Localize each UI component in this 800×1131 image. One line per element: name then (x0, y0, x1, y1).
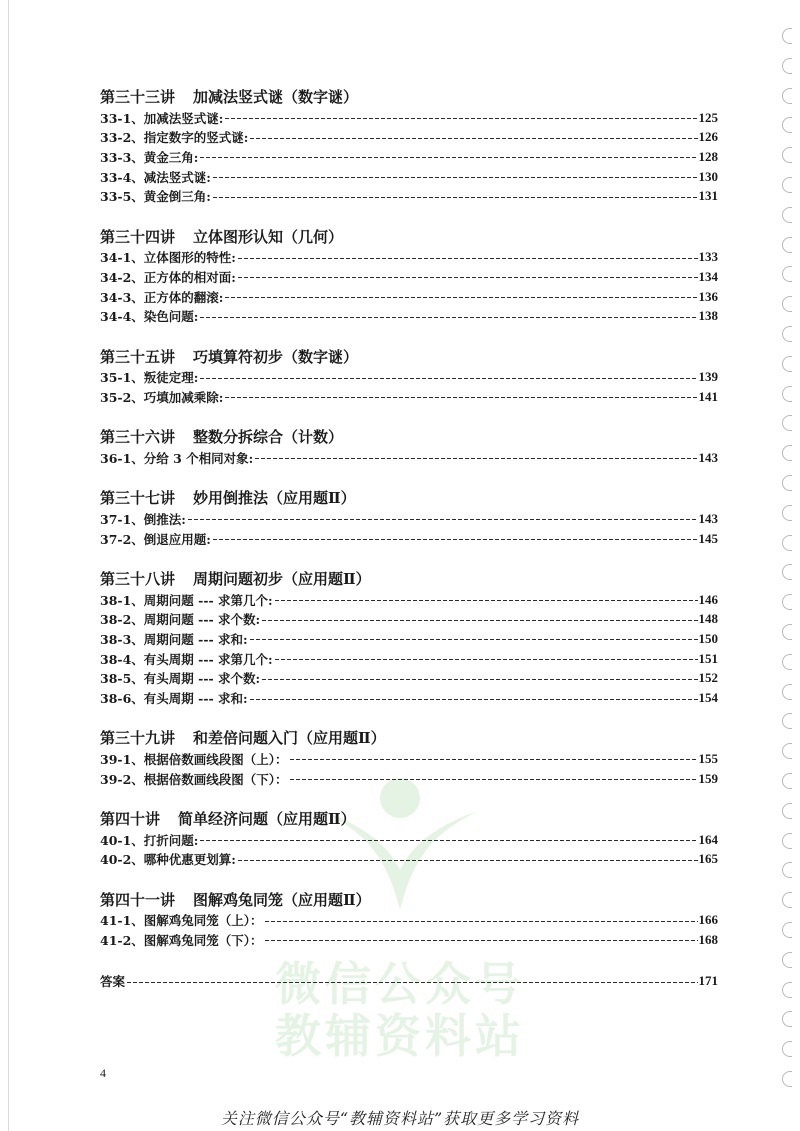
binding-hole (782, 147, 792, 163)
lecture-topic: 周期问题初步（应用题Ⅱ） (193, 570, 371, 589)
lecture-heading (100, 348, 718, 368)
lecture-section (100, 228, 718, 326)
binding-hole (782, 803, 792, 819)
dash-leader (250, 639, 698, 640)
lecture-section (100, 729, 718, 788)
toc-entry-label: 33-3、黄金三角: (100, 149, 199, 165)
toc-entry-page: 152 (698, 670, 718, 686)
toc-entry-page: 128 (698, 148, 718, 164)
toc-entry-label: 33-4、减法竖式谜: (100, 169, 211, 185)
toc-entry-page: 139 (698, 369, 718, 385)
toc-entry-page: 143 (698, 449, 718, 465)
toc-entry (100, 649, 718, 669)
lecture-topic: 整数分拆综合（计数） (193, 428, 344, 447)
toc-entry-page: 138 (698, 308, 718, 324)
dash-leader (238, 258, 698, 259)
dash-leader (225, 118, 697, 119)
dash-leader (262, 620, 697, 621)
lecture-number: 第三十六讲 (100, 428, 176, 447)
toc-entry-page: 151 (698, 650, 718, 666)
toc-entry-page: 164 (698, 831, 718, 847)
dash-leader (275, 600, 698, 601)
dash-leader (238, 860, 698, 861)
toc-entry-label: 38-6、有头周期 --- 求和: (100, 691, 248, 706)
binding-hole (782, 922, 792, 938)
watermark-line-1: 微信公众号 (275, 957, 525, 1011)
dash-leader (213, 177, 698, 178)
binding-hole (782, 594, 792, 610)
toc-entry (100, 830, 718, 850)
toc-entry-page: 143 (698, 510, 718, 526)
toc-entry-label: 40-1、打折问题: (100, 832, 199, 848)
dash-leader (213, 539, 698, 540)
binding-hole (782, 743, 792, 759)
scan-edge-line (8, 0, 9, 1131)
watermark-line-2: 教辅资料站 (275, 1009, 525, 1063)
lecture-topic: 加减法竖式谜（数字谜） (193, 88, 359, 106)
toc-entry (100, 167, 718, 187)
toc-entry-page: 155 (698, 750, 718, 766)
dash-leader (265, 921, 698, 922)
toc-entry-label: 41-2、图解鸡兔同笼（下）： (100, 932, 263, 948)
toc-entry (100, 127, 718, 147)
binding-hole (782, 28, 792, 44)
binding-hole (782, 296, 792, 312)
binding-hole (782, 386, 792, 402)
table-of-contents (100, 88, 718, 991)
toc-entry-page: 136 (698, 288, 718, 304)
toc-entry-label: 35-2、巧填加减乘除: (100, 389, 224, 405)
lecture-number: 第三十七讲 (100, 489, 176, 508)
toc-entry-label: 33-5、黄金倒三角: (100, 189, 211, 205)
toc-entry-label: 36-1、分给 3 个相同对象: (100, 450, 254, 466)
lecture-number: 第三十三讲 (100, 88, 176, 106)
lecture-section (100, 489, 718, 548)
toc-entry (100, 688, 718, 708)
lecture-number: 第三十八讲 (100, 570, 176, 589)
toc-entry-label: 33-1、加减法竖式谜: (100, 110, 224, 126)
toc-entry-page: 130 (698, 168, 718, 184)
binding-hole (782, 982, 792, 998)
lecture-number: 第四十讲 (100, 810, 161, 829)
binding-hole (782, 833, 792, 849)
lecture-heading (100, 810, 718, 830)
binding-hole (782, 564, 792, 580)
toc-entry (100, 287, 718, 307)
toc-entry-label: 40-2、哪种优惠更划算: (100, 852, 236, 868)
toc-entry-label: 38-1、周期问题 --- 求第几个: (100, 592, 273, 608)
lecture-number: 第四十一讲 (100, 890, 176, 909)
lecture-topic: 巧填算符初步（数字谜） (193, 347, 359, 366)
dash-leader (213, 197, 698, 198)
lecture-number: 第三十四讲 (100, 227, 176, 246)
toc-entry-page: 131 (698, 188, 718, 204)
answers-label: 答案 (100, 974, 126, 990)
dash-leader (200, 157, 697, 158)
dash-leader (250, 699, 698, 700)
lecture-number: 第三十五讲 (100, 347, 176, 366)
binding-rail (782, 0, 796, 1131)
toc-entry-label: 33-2、指定数字的竖式谜: (100, 130, 249, 146)
toc-entry-label: 34-1、立体图形的特性: (100, 250, 236, 266)
binding-hole (782, 952, 792, 968)
dash-leader (250, 138, 697, 139)
binding-hole (782, 445, 792, 461)
binding-hole (782, 624, 792, 640)
lecture-section (100, 570, 718, 708)
toc-entry (100, 529, 718, 549)
toc-entry (100, 668, 718, 688)
toc-entry-page: 166 (698, 912, 718, 928)
toc-entry (100, 387, 718, 407)
toc-entry (100, 448, 718, 468)
binding-hole (782, 1041, 792, 1057)
binding-hole (782, 117, 792, 133)
dash-leader (188, 519, 698, 520)
dash-leader (127, 982, 697, 983)
toc-entry-label: 41-1、图解鸡兔同笼（上）： (100, 913, 263, 929)
toc-entry-label: 39-1、根据倍数画线段图（上）： (100, 751, 288, 767)
lecture-heading (100, 891, 718, 911)
binding-hole (782, 177, 792, 193)
toc-entry (100, 367, 718, 387)
toc-entry-label: 34-4、染色问题: (100, 309, 199, 325)
toc-entry-label: 38-4、有头周期 --- 求第几个: (100, 651, 273, 667)
lecture-number: 第三十九讲 (100, 729, 176, 748)
toc-entry-page: 133 (698, 249, 718, 265)
answers-page: 171 (698, 973, 718, 989)
lecture-section (100, 428, 718, 467)
binding-hole (782, 862, 792, 878)
toc-entry-label: 37-2、倒退应用题: (100, 531, 211, 547)
dash-leader (200, 378, 697, 379)
toc-entry (100, 749, 718, 769)
binding-hole (782, 713, 792, 729)
dash-leader (290, 779, 698, 780)
toc-entry (100, 629, 718, 649)
lecture-topic: 立体图形认知（几何） (193, 227, 344, 246)
dash-leader (225, 297, 697, 298)
toc-entry-page: 146 (698, 591, 718, 607)
toc-entry (100, 247, 718, 267)
lecture-section (100, 348, 718, 407)
binding-hole (782, 684, 792, 700)
toc-entry (100, 849, 718, 869)
binding-hole (782, 415, 792, 431)
toc-entry-page: 134 (698, 268, 718, 284)
binding-hole (782, 237, 792, 253)
lecture-topic: 妙用倒推法（应用题Ⅱ） (193, 489, 356, 508)
lecture-heading (100, 570, 718, 590)
lecture-heading (100, 428, 718, 448)
dash-leader (238, 277, 698, 278)
binding-hole (782, 356, 792, 372)
toc-entry-page: 145 (698, 530, 718, 546)
toc-entry-page: 141 (698, 388, 718, 404)
toc-entry-label: 38-2、周期问题 --- 求个数: (100, 612, 261, 628)
binding-hole (782, 773, 792, 789)
toc-entry-page: 126 (698, 129, 718, 145)
toc-entry-page: 150 (698, 630, 718, 646)
answers-entry (100, 971, 718, 991)
toc-entry-page: 154 (698, 690, 718, 705)
toc-entry-label: 35-1、叛徒定理: (100, 370, 199, 386)
binding-hole (782, 326, 792, 342)
toc-entry-page: 148 (698, 611, 718, 627)
toc-entry-label: 34-3、正方体的翻滚: (100, 289, 224, 305)
lecture-section (100, 810, 718, 869)
lecture-section (100, 891, 718, 950)
lecture-topic: 图解鸡兔同笼（应用题Ⅱ） (193, 890, 371, 909)
binding-hole (782, 1071, 792, 1087)
binding-hole (782, 654, 792, 670)
toc-entry (100, 267, 718, 287)
binding-hole (782, 535, 792, 551)
toc-entry-label: 38-5、有头周期 --- 求个数: (100, 671, 261, 687)
toc-entry (100, 910, 718, 930)
page-number: 4 (100, 1066, 106, 1080)
toc-entry (100, 306, 718, 326)
toc-entry (100, 590, 718, 610)
toc-entry (100, 930, 718, 950)
dash-leader (275, 659, 698, 660)
toc-entry-page: 125 (698, 109, 718, 125)
lecture-heading (100, 489, 718, 509)
dash-leader (262, 679, 697, 680)
lecture-heading (100, 88, 718, 108)
dash-leader (200, 840, 697, 841)
toc-entry (100, 147, 718, 167)
lecture-section (100, 88, 718, 206)
dash-leader (290, 759, 698, 760)
toc-entry-label: 38-3、周期问题 --- 求和: (100, 631, 248, 647)
binding-hole (782, 58, 792, 74)
binding-hole (782, 266, 792, 282)
binding-hole (782, 892, 792, 908)
toc-entry (100, 108, 718, 128)
toc-entry-label: 34-2、正方体的相对面: (100, 269, 236, 285)
binding-hole (782, 475, 792, 491)
lecture-topic: 和差倍问题入门（应用题Ⅱ） (193, 729, 386, 748)
dash-leader (200, 317, 697, 318)
binding-hole (782, 207, 792, 223)
toc-entry-label: 39-2、根据倍数画线段图（下）： (100, 771, 288, 787)
toc-entry (100, 186, 718, 206)
toc-entry-label: 37-1、倒推法: (100, 511, 186, 527)
toc-entry (100, 509, 718, 529)
toc-entry (100, 609, 718, 629)
binding-hole (782, 505, 792, 521)
binding-hole (782, 1011, 792, 1027)
dash-leader (255, 458, 697, 459)
toc-entry-page: 168 (698, 931, 718, 947)
binding-hole (782, 88, 792, 104)
toc-entry-page: 159 (698, 770, 718, 786)
lecture-topic: 简单经济问题（应用题Ⅱ） (178, 810, 356, 829)
toc-entry (100, 769, 718, 789)
footer-note: 关注微信公众号“教辅资料站”获取更多学习资料 (220, 1109, 580, 1128)
dash-leader (265, 940, 698, 941)
lecture-heading (100, 228, 718, 248)
toc-entry-page: 165 (698, 851, 718, 867)
dash-leader (225, 397, 697, 398)
lecture-heading (100, 729, 718, 749)
